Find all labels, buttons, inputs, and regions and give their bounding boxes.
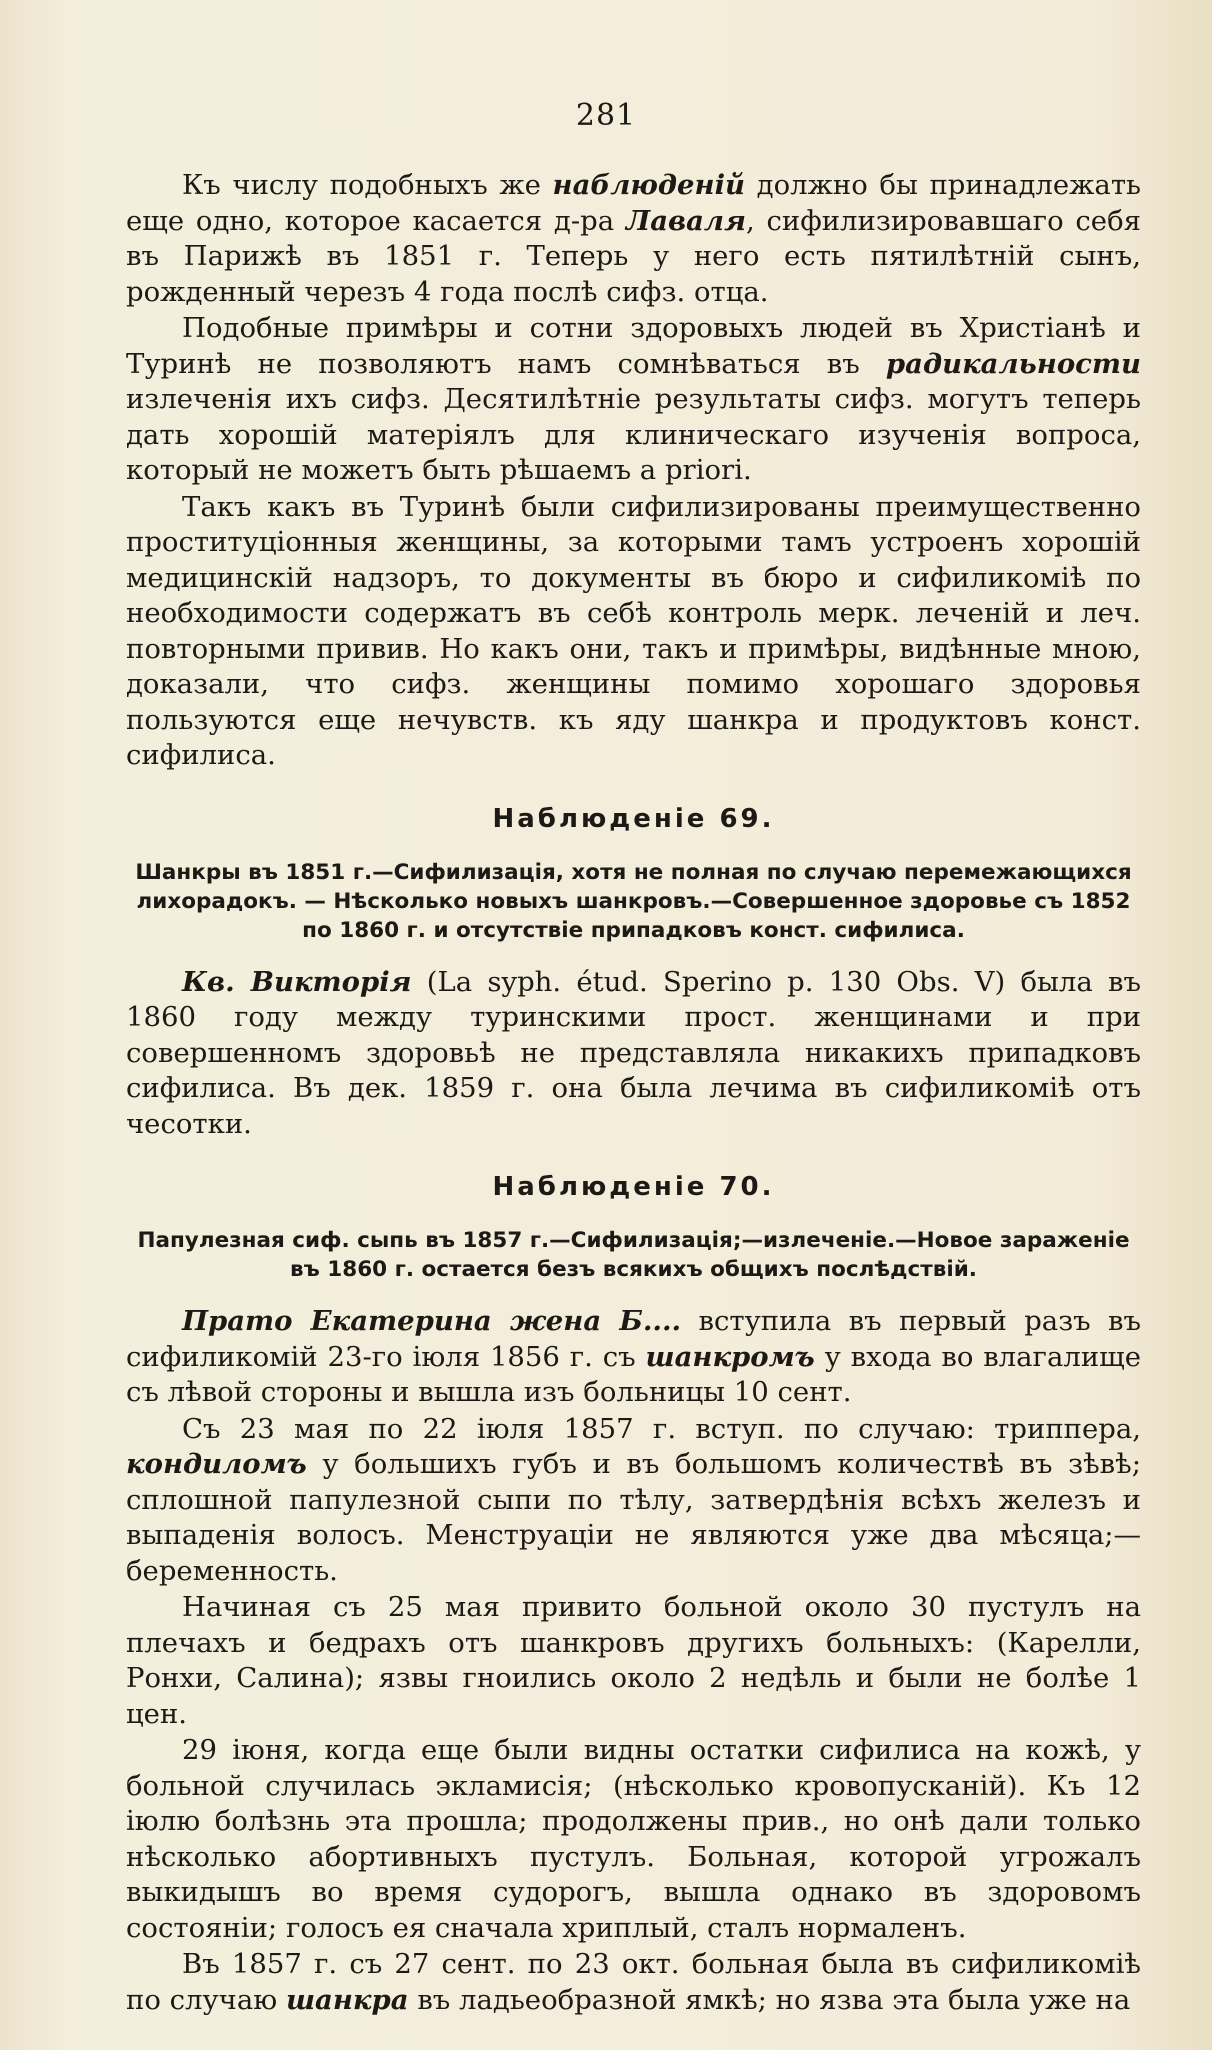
intro-section xyxy=(126,168,1141,774)
observation-69-body xyxy=(126,965,1141,1143)
paragraph-text: у входа во влагалище съ лѣвой стороны и вышла изъ больницы 10 сент. xyxy=(126,1340,1141,1408)
paragraph xyxy=(126,311,1141,489)
paragraph-text: 29 іюня, когда еще были видны остатки сифилиса на кожѣ, у больной случилась экламисія; (нѣсколько кровопусканій). Къ 12 іюлю болѣзнь эта прошла; продолжены прив., но онѣ дали только нѣсколько абортивныхъ пустулъ. Больная, которой угрожалъ выкидышъ во время судорогъ, вышла однако въ здоровомъ состояніи; голосъ ея сначала хриплый, сталъ нормаленъ. xyxy=(126,1734,1141,1944)
observation-70-summary: Папулезная сиф. сыпь въ 1857 г.—Сифилизація;—излеченіе.—Новое зараженіе въ 1860 г. остается безъ всякихъ общихъ послѣдствій. xyxy=(137,1228,1130,1282)
paragraph-text: излеченія ихъ сифз. Десятилѣтніе результаты сифз. могутъ теперь дать хорошій матеріялъ для клиническаго изученія вопроса, который не можетъ быть рѣшаемъ a priori. xyxy=(126,383,1141,486)
emphasis-text: шанкромъ xyxy=(645,1340,815,1373)
paragraph-text: Въ 1857 г. съ 27 сент. по 23 окт. больная была въ сифиликоміѣ по случаю xyxy=(126,1948,1141,2016)
paragraph-text: Начиная съ 25 мая привито больной около 30 пустулъ на плечахъ и бедрахъ отъ шанкровъ другихъ больныхъ: (Карелли, Ронхи, Салина); язвы гноились около 2 недѣль и были не болѣе 1 цен. xyxy=(126,1591,1141,1730)
paragraph-text: , сифилизировавшаго себя въ Парижѣ въ 1851 г. Теперь у него есть пятилѣтній сынъ, рожденный черезъ 4 года послѣ сифз. отца. xyxy=(126,204,1141,308)
observation-70-heading: Наблюденіе 70. xyxy=(492,1172,775,1202)
paragraph xyxy=(126,1733,1141,1946)
emphasis-text: Кв. Викторія xyxy=(182,965,412,998)
paragraph xyxy=(126,965,1141,1143)
paragraph xyxy=(126,168,1141,310)
emphasis-text: кондиломъ xyxy=(126,1448,307,1480)
emphasis-text: Прато Екатерина жена Б.... xyxy=(182,1305,682,1337)
paragraph xyxy=(126,1304,1141,1411)
page-body xyxy=(126,168,1141,2018)
page-number: 281 xyxy=(575,98,637,133)
paragraph xyxy=(126,1412,1141,1590)
paragraph-text: вступила въ первый разъ въ сифиликомій 23-го іюля 1856 г. съ xyxy=(126,1305,1142,1373)
paragraph-text: должно бы принадлежать еще одно, которое касается д-ра xyxy=(126,169,1141,237)
emphasis-text: радикальности xyxy=(885,347,1141,380)
emphasis-text: Лаваля xyxy=(625,204,746,237)
paragraph-text: Съ 23 мая по 22 іюля 1857 г. вступ. по случаю: триппера, xyxy=(182,1412,1141,1445)
observation-69-heading: Наблюденіе 69. xyxy=(492,803,775,834)
paragraph xyxy=(126,1590,1141,1732)
paragraph-text: Подобные примѣры и сотни здоровыхъ людей въ Христіанѣ и Туринѣ не позволяютъ намъ сомнѣваться въ xyxy=(126,312,1141,380)
paragraph xyxy=(126,1947,1141,2018)
paragraph-text: у большихъ губъ и въ большомъ количествѣ въ зѣвѣ; сплошной папулезной сыпи по тѣлу, затвердѣнія всѣхъ железъ и выпаденія волосъ. Менструаціи не являются уже два мѣсяца;—беременность. xyxy=(126,1448,1141,1587)
paragraph-text: въ ладьеобразной ямкѣ; но язва эта была уже на xyxy=(408,1983,1131,2016)
paragraph-text: Къ числу подобныхъ же xyxy=(182,169,553,201)
paragraph-text: (La syph. étud. Sperino p. 130 Obs. V) была въ 1860 году между туринскими прост. женщинами и при совершенномъ здоровьѣ не представляла никакихъ припадковъ сифилиса. Въ дек. 1859 г. она была лечима въ сифиликоміѣ отъ чесотки. xyxy=(126,965,1142,1140)
observation-69-summary: Шанкры въ 1851 г.—Сифилизація, хотя не полная по случаю перемежающихся лихорадокъ. — Нѣсколько новыхъ шанкровъ.—Совершенное здоровье съ 1852 по 1860 г. и отсутствіе припадковъ конст. сифилиса. xyxy=(135,859,1132,943)
emphasis-text: наблюденій xyxy=(552,169,746,201)
emphasis-text: шанкра xyxy=(285,1983,409,2016)
paragraph-text: Такъ какъ въ Туринѣ были сифилизированы преимущественно проституціонныя женщины, за которыми тамъ устроенъ хорошій медицинскій надзоръ, то документы въ бюро и сифиликоміѣ по необходимости содержатъ въ себѣ контроль мерк. леченій и леч. повторными привив. Но какъ они, такъ и примѣры, видѣнные мною, доказали, что сифз. женщины помимо хорошаго здоровья пользуются еще нечувств. къ яду шанкра и продуктовъ конст. сифилиса. xyxy=(126,490,1141,771)
observation-70-body xyxy=(126,1304,1141,2018)
paragraph xyxy=(126,490,1141,774)
